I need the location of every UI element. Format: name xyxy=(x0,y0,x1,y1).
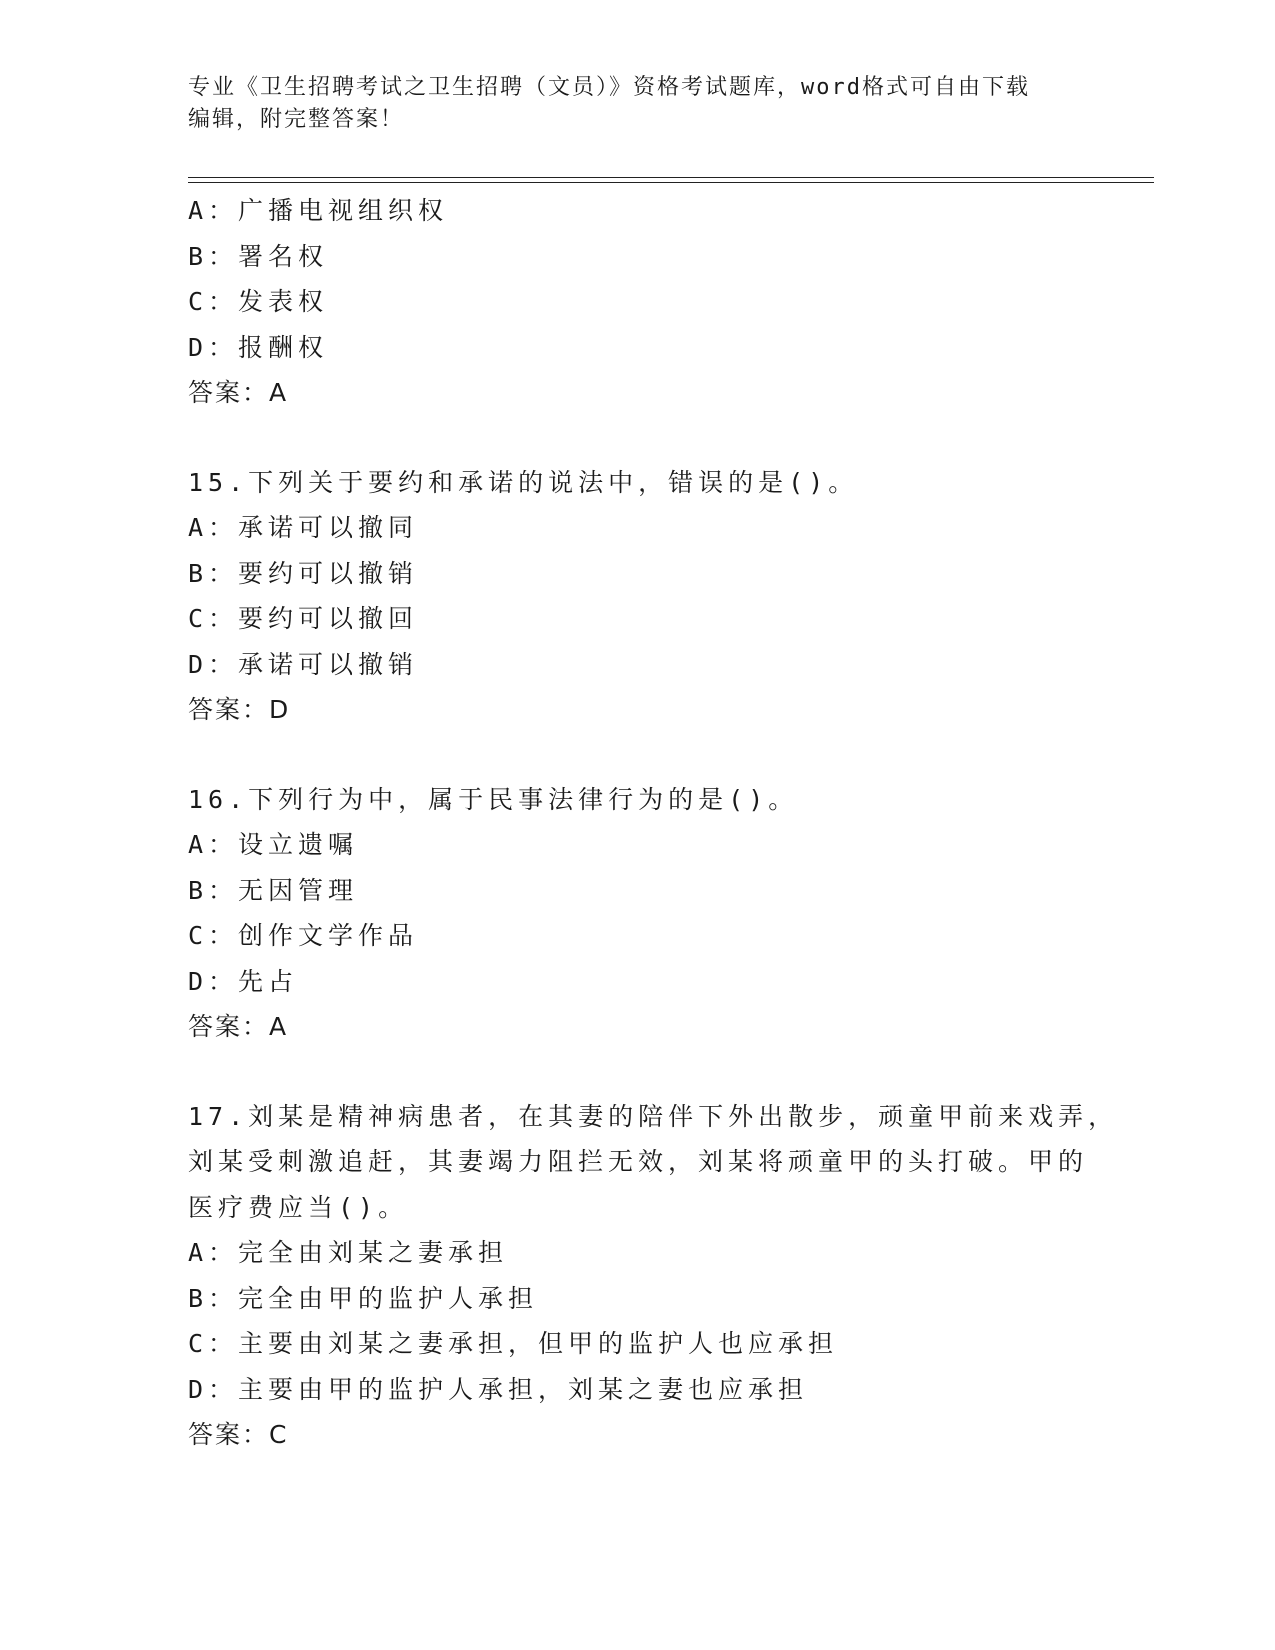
option-c: C：创作文学作品 xyxy=(188,921,419,950)
spacer xyxy=(188,416,1088,460)
question-15 xyxy=(188,460,1088,733)
answer: 答案：D xyxy=(188,695,291,724)
option-a: A：承诺可以撤同 xyxy=(188,513,419,542)
header-divider-bottom xyxy=(188,182,1154,183)
option-b: B：署名权 xyxy=(188,241,329,271)
header-divider-top xyxy=(188,177,1154,178)
option-d: D：承诺可以撤销 xyxy=(188,649,419,679)
option-b: B：要约可以撤销 xyxy=(188,558,419,588)
answer: 答案：C xyxy=(188,1420,289,1449)
question-17 xyxy=(188,1094,1119,1458)
option-a: A：设立遗嘱 xyxy=(188,830,359,859)
option-c: C：主要由刘某之妻承担，但甲的监护人也应承担 xyxy=(188,1329,839,1358)
option-b: B：完全由甲的监护人承担 xyxy=(188,1283,539,1313)
option-a: A：广播电视组织权 xyxy=(188,196,449,225)
spacer xyxy=(188,733,1088,777)
question-stem-line-2: 刘某受刺激追赶，其妻竭力阻拦无效，刘某将顽童甲的头打破。甲的 xyxy=(188,1147,1089,1176)
option-d: D：报酬权 xyxy=(188,332,329,362)
spacer xyxy=(188,1050,1088,1094)
option-d: D：主要由甲的监护人承担，刘某之妻也应承担 xyxy=(188,1374,809,1404)
option-b: B：无因管理 xyxy=(188,875,359,905)
question-14 xyxy=(188,188,1088,416)
header-line-2: 编辑，附完整答案！ xyxy=(188,107,405,132)
option-a: A：完全由刘某之妻承担 xyxy=(188,1238,509,1267)
page-header xyxy=(188,72,1088,136)
answer: 答案：A xyxy=(188,1012,289,1041)
question-stem-line-1: 17.刘某是精神病患者，在其妻的陪伴下外出散步，顽童甲前来戏弄， xyxy=(188,1101,1119,1131)
option-c: C：要约可以撤回 xyxy=(188,604,419,633)
question-stem-line-3: 医疗费应当()。 xyxy=(188,1192,409,1222)
option-d: D：先占 xyxy=(188,966,299,996)
question-16 xyxy=(188,777,1088,1050)
answer: 答案：A xyxy=(188,378,289,407)
question-list xyxy=(188,188,1119,1458)
option-c: C：发表权 xyxy=(188,287,329,316)
header-line-1: 专业《卫生招聘考试之卫生招聘（文员）》资格考试题库，word格式可自由下载 xyxy=(188,75,1030,100)
question-stem: 16.下列行为中，属于民事法律行为的是()。 xyxy=(188,784,799,814)
question-stem: 15.下列关于要约和承诺的说法中，错误的是()。 xyxy=(188,467,859,497)
